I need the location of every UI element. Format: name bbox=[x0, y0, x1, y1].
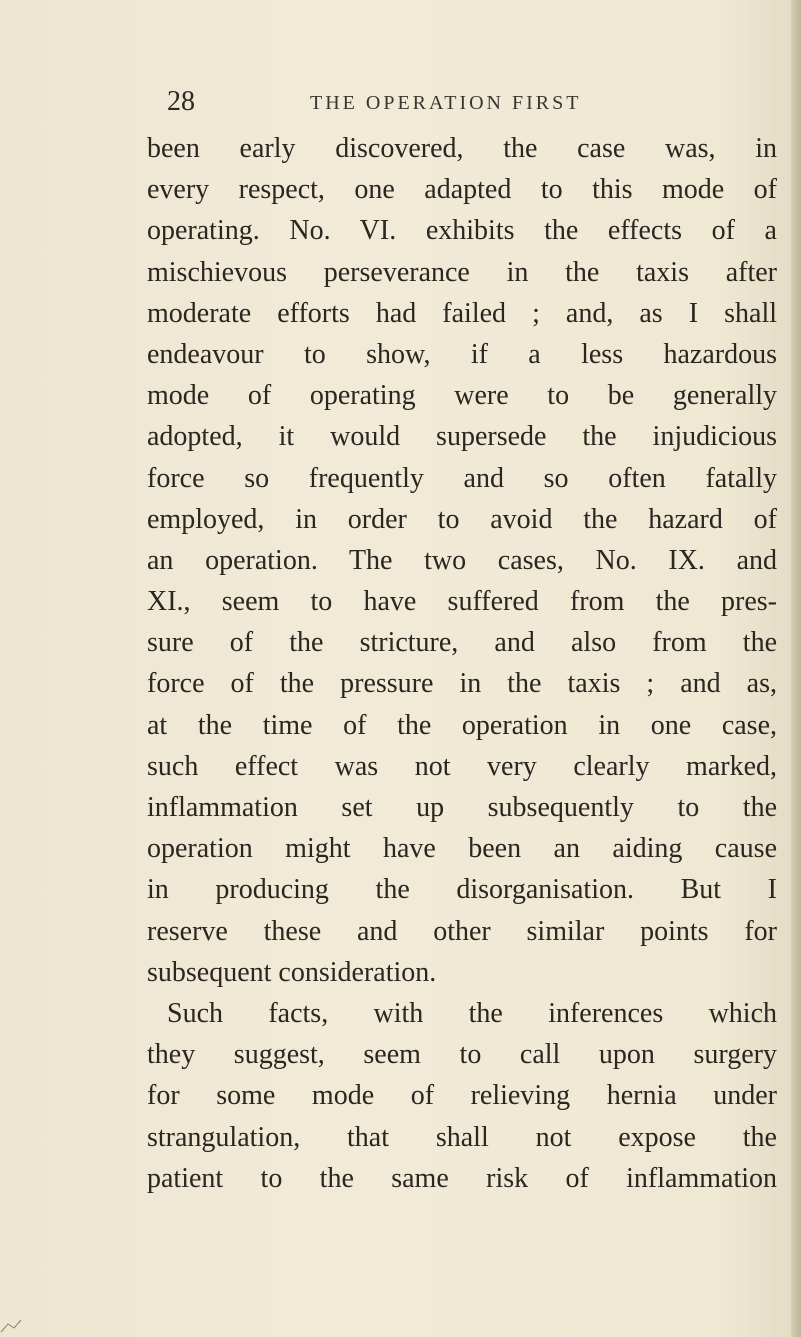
running-head bbox=[167, 86, 767, 122]
text-line: strangulation, that shall not expose the bbox=[147, 1121, 777, 1153]
text-line-paragraph-start: Such facts, with the inferences which bbox=[167, 997, 777, 1029]
text-line: been early discovered, the case was, in bbox=[147, 133, 777, 164]
text-line: operation might have been an aiding cause bbox=[147, 833, 777, 865]
text-line: moderate efforts had failed ; and, as I shall bbox=[147, 297, 777, 329]
text-line: every respect, one adapted to this mode of bbox=[147, 174, 777, 206]
text-line: patient to the same risk of inflammation bbox=[147, 1162, 777, 1194]
text-line: mode of operating were to be generally bbox=[147, 380, 777, 412]
text-line: reserve these and other similar points for bbox=[147, 915, 777, 947]
body-text bbox=[147, 128, 795, 1199]
text-line: endeavour to show, if a less hazardous bbox=[147, 338, 777, 370]
text-line: inflammation set up subsequently to the bbox=[147, 792, 777, 823]
text-line: adopted, it would supersede the injudicious bbox=[147, 421, 777, 453]
text-line: employed, in order to avoid the hazard of bbox=[147, 503, 777, 535]
page-number: 28 bbox=[167, 86, 195, 117]
text-line-paragraph-end: subsequent consideration. bbox=[147, 956, 437, 988]
text-line: sure of the stricture, and also from the bbox=[147, 627, 777, 659]
text-line: for some mode of relieving hernia under bbox=[147, 1080, 777, 1112]
text-line: operating. No. VI. exhibits the effects of a bbox=[147, 215, 777, 247]
text-line: such effect was not very clearly marked, bbox=[147, 750, 777, 782]
corner-fold-mark bbox=[0, 1319, 22, 1333]
text-line: at the time of the operation in one case, bbox=[147, 709, 777, 741]
text-line: force so frequently and so often fatally bbox=[147, 462, 777, 494]
text-line: in producing the disorganisation. But I bbox=[147, 874, 777, 906]
text-line: they suggest, seem to call upon surgery bbox=[147, 1039, 777, 1071]
text-line: force of the pressure in the taxis ; and as, bbox=[147, 668, 777, 700]
text-line: an operation. The two cases, No. IX. and bbox=[147, 544, 777, 576]
text-line: mischievous perseverance in the taxis after bbox=[147, 256, 777, 288]
running-head-title: THE OPERATION FIRST bbox=[310, 92, 582, 114]
text-line: XI., seem to have suffered from the pres- bbox=[147, 586, 777, 618]
